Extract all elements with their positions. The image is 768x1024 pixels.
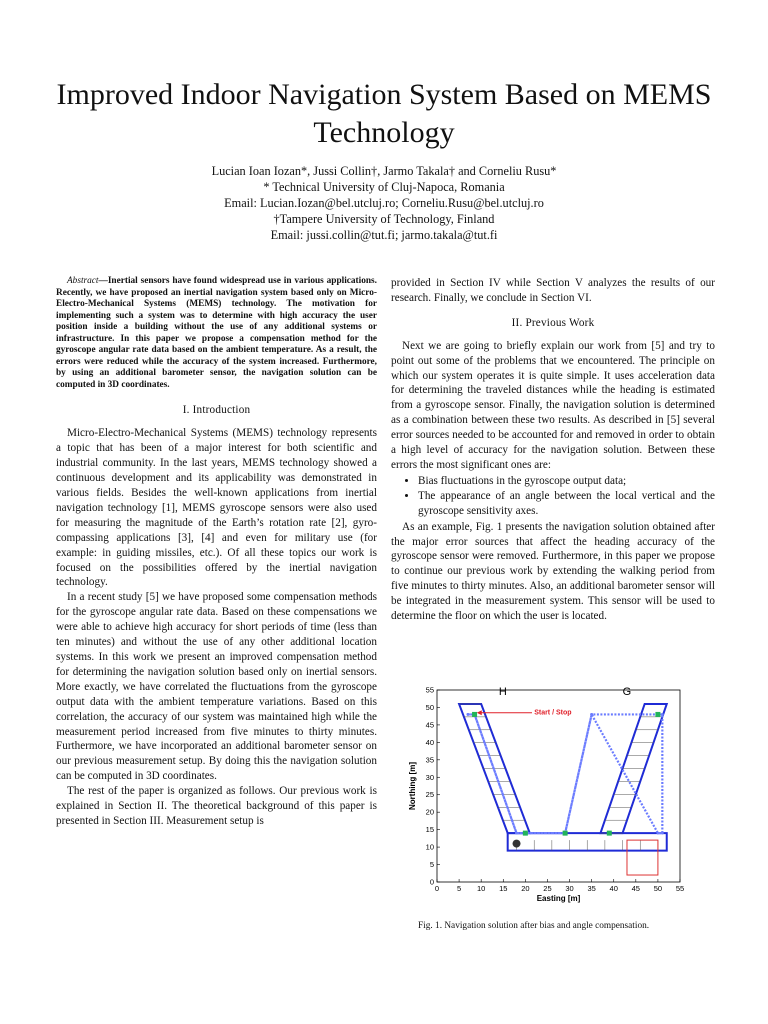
data-point (657, 832, 660, 835)
author-block (40, 163, 728, 243)
y-tick-label: 15 (425, 825, 434, 835)
start-stop-label: Start / Stop (534, 709, 572, 717)
data-point (515, 832, 518, 835)
x-tick-label: 35 (587, 884, 596, 893)
navigation-path (467, 712, 664, 836)
x-tick-label: 25 (543, 884, 552, 893)
affiliation-1: * Technical University of Cluj-Napoca, Romania (263, 180, 505, 194)
error-list (391, 474, 715, 519)
author-names: Lucian Ioan Iozan*, Jussi Collin†, Jarmo Takala† and Corneliu Rusu* (211, 164, 557, 178)
previous-work-paragraph-1: Next we are going to briefly explain our work from [5] and try to point out some of the problems that we encountered. The principle on which our system operates it is quite simple. It uses acceleration data for determining the traveled distances while the heading is estimated from a gyroscope sensor. Finally, the navigation solution is determined as a combination between these two results. As described in [5] several error sources needed to be accounted for and removed in order to obtain a high level of accuracy for the navigation solution. Between these errors the most significant ones are: (391, 339, 715, 471)
x-tick-label: 50 (653, 884, 663, 893)
y-tick-label: 0 (429, 877, 434, 887)
list-item: • The appearance of an angle between the local vertical and the gyroscope sensitivity axes. (418, 489, 715, 519)
x-tick-label: 20 (521, 884, 530, 893)
y-tick-label: 55 (425, 685, 434, 695)
annotations (477, 686, 631, 716)
start-arrowhead (477, 710, 482, 715)
x-tick-label: 40 (609, 884, 618, 893)
navigation-figure (404, 682, 704, 907)
right-paragraph-0: provided in Section IV while Section V analyzes the results of our research. Finally, we conclude in Section VI. (391, 277, 715, 304)
abstract-label: Abstract (67, 276, 99, 286)
abstract-text: —Inertial sensors have found widespread use in various applications. Recently, we have proposed an inertial navigation system based only on Micro-Electro-Mechanical Systems (MEMS) technology. The motivation for implementing such a system was to determine with high accuracy the user position inside a building without the use of any additional systems or infrastructure. In this paper we propose a compensation method for the gyroscope angular rate data based on the ambient temperature. As a result, the errors were reduced while the accuracy of the system increased. Furthermore, by using an additional barometer sensor, the navigation solution can be computed in 3D coordinates. (56, 276, 377, 390)
y-tick-label: 40 (425, 737, 434, 747)
left-column (56, 276, 377, 829)
x-tick-label: 55 (675, 884, 685, 893)
stairwell-box (627, 840, 658, 875)
x-tick-label: 30 (565, 884, 574, 893)
list-item: • Bias fluctuations in the gyroscope output data; (418, 474, 715, 489)
previous-work-paragraph-2: As an example, Fig. 1 presents the navigation solution obtained after the major error sources that affect the heading accuracy of the gyroscope sensor were removed. Furthermore, in this paper we propose to continue our previous work by extending the walking period from five minutes to thirty minutes. Also, an additional barometer sensor will be integrated in the measurement system. This sensor will be used to determine the floor on which the user is located. (391, 520, 715, 623)
x-tick-label: 15 (499, 884, 508, 893)
checkpoint-marker (607, 831, 612, 836)
series-line (468, 714, 662, 833)
y-tick-label: 5 (429, 860, 434, 870)
x-tick-label: 5 (457, 884, 462, 893)
data-point (467, 713, 470, 716)
email-1: Email: Lucian.Iozan@bel.utcluj.ro; Corneliu.Rusu@bel.utcluj.ro (224, 196, 544, 210)
intro-paragraph-1: Micro-Electro-Mechanical Systems (MEMS) technology represents a topic that has been of a major interest for both scientific and industrial community. In the last years, MEMS technology showed a continuous development and its applicability was demonstrated in various fields. Besides the well-known applications from inertial navigation technology [1], MEMS gyroscope sensors were also used for measuring the magnitude of the Earth’s rotation rate [2], gyro-compassing applications [3], [4] and even for military use (for example: in guiding missiles, etc.). Of all these topics our work is focused on the possibilities offered by the inertial navigation technology. (56, 427, 377, 589)
building-floorplan (459, 704, 667, 875)
abstract (56, 276, 377, 391)
affiliation-2: †Tampere University of Technology, Finland (273, 212, 495, 226)
y-tick-label: 25 (425, 790, 434, 800)
intro-paragraph-2: In a recent study [5] we have proposed some compensation methods for the gyroscope angular rate data. Based on these compensations we were able to achieve high accuracy for short periods of time (less than ten minutes) and without the use of any other additional location systems. In this work we present an improved compensation method for determining the navigation solution based only on inertial sensors. More exactly, we have correlated the fluctuations from the gyroscope output data with the ambient temperature variations. Based on this correlation, the accuracy of our system was maintained high while the measurement period increased from five minutes to thirty minutes. Furthermore, we have incorporated an additional barometer sensor on our previous measurement setup. By doing this the navigation solution can be computed in 3D coordinates. (56, 591, 377, 783)
section-heading-previous-work: II. Previous Work (511, 316, 595, 329)
figure-caption: Fig. 1. Navigation solution after bias and angle compensation. (418, 921, 650, 931)
data-point (590, 713, 593, 716)
paper-title: Improved Indoor Navigation System Based on MEMS Technology (56, 78, 712, 149)
y-tick-label: 10 (425, 842, 434, 852)
right-column (391, 276, 715, 624)
x-tick-label: 0 (434, 884, 440, 893)
x-axis-label: Easting [m] (536, 894, 581, 903)
data-point (661, 713, 664, 716)
stair-symbol (513, 840, 521, 848)
y-tick-label: 45 (425, 720, 434, 730)
email-2: Email: jussi.collin@tut.fi; jarmo.takala@tut.fi (270, 228, 498, 242)
y-tick-label: 30 (425, 772, 434, 782)
y-tick-label: 50 (425, 702, 434, 712)
checkpoint-marker (655, 712, 660, 717)
plot-frame (437, 690, 680, 882)
intro-paragraph-3: The rest of the paper is organized as follows. Our previous work is explained in Section II. The theoretical background of this paper is presented in Section III. Measurement setup is (56, 785, 377, 827)
x-tick-label: 45 (631, 884, 640, 893)
wing-label: H (498, 686, 507, 699)
section-heading-introduction: I. Introduction (182, 404, 251, 417)
wing-label: G (622, 686, 632, 699)
data-point (661, 832, 664, 835)
checkpoint-marker (563, 831, 568, 836)
y-tick-label: 35 (425, 755, 434, 765)
y-tick-label: 20 (425, 807, 434, 817)
checkpoint-marker (523, 831, 528, 836)
checkpoint-marker (472, 712, 477, 717)
x-tick-label: 10 (477, 884, 486, 893)
y-axis-label: Northing [m] (408, 762, 417, 810)
